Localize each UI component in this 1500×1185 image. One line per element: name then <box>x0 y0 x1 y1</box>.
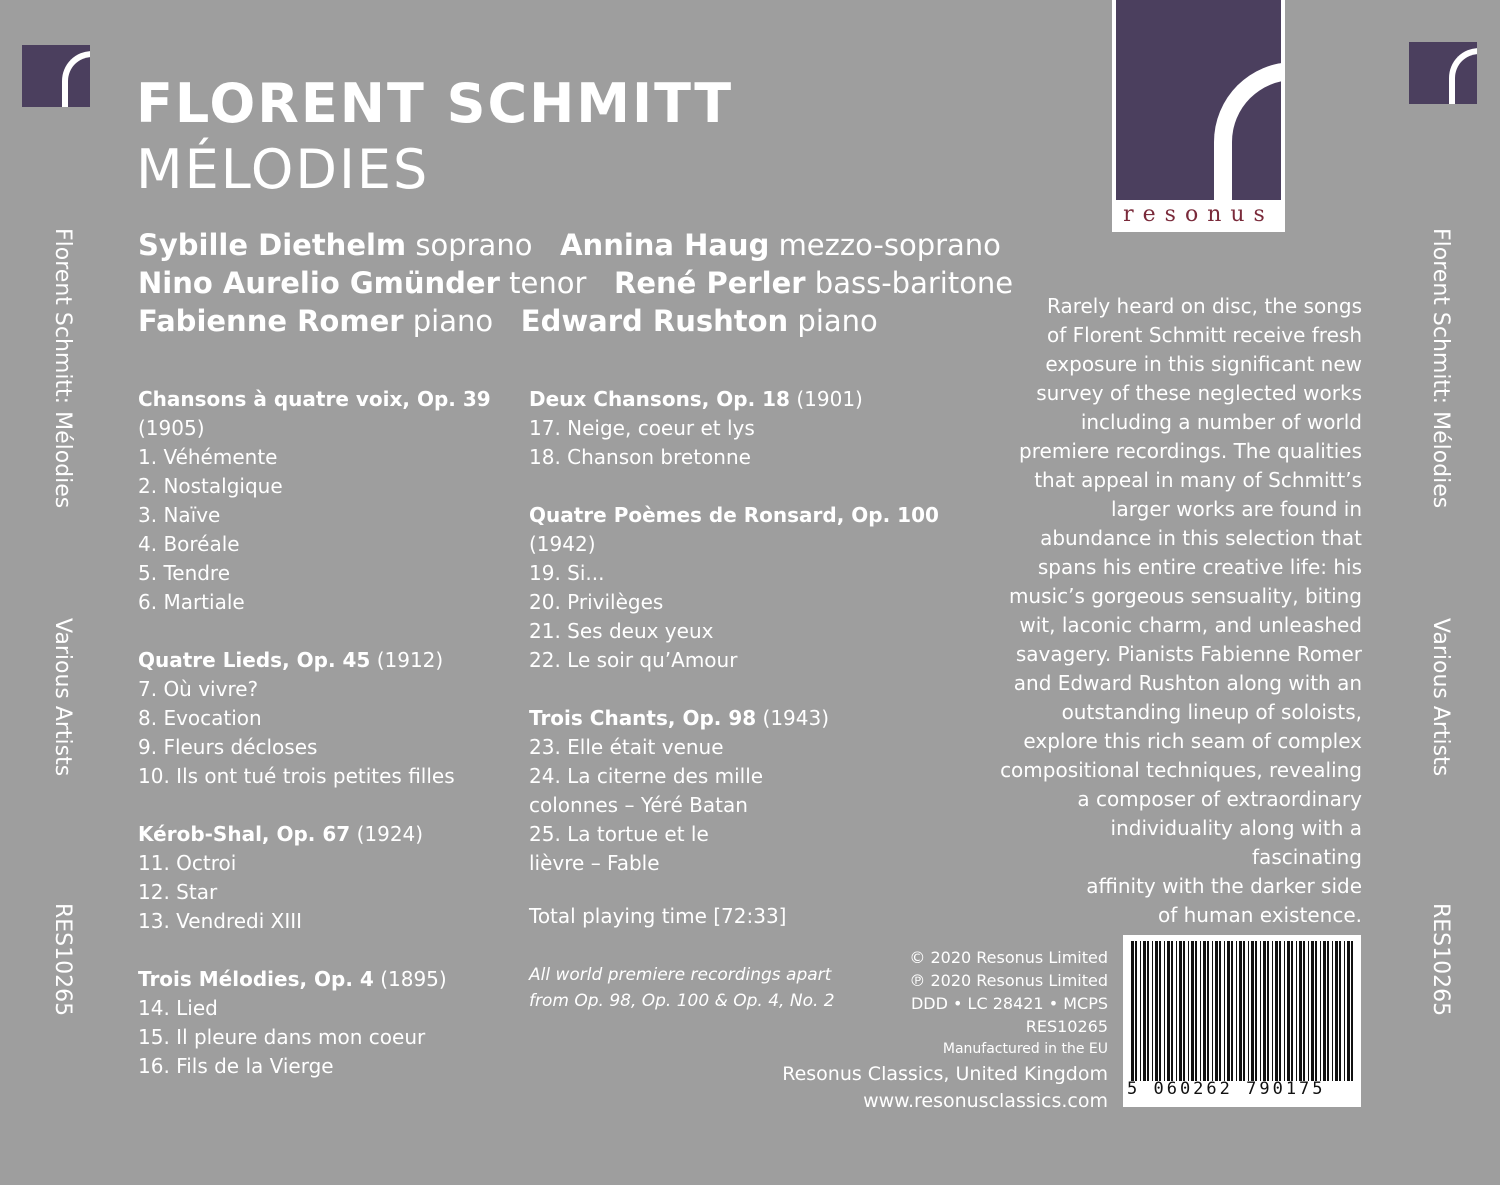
description-line: compositional techniques, revealing <box>1000 758 1362 782</box>
barcode-bar <box>1327 941 1329 1081</box>
description-line: a composer of extraordinary <box>1077 787 1362 811</box>
artist-name: Nino Aurelio Gmünder <box>138 266 500 300</box>
work-year: (1943) <box>762 706 830 730</box>
artist-role: bass-baritone <box>814 266 1014 300</box>
artist-role: piano <box>797 304 878 338</box>
barcode-bar <box>1152 941 1153 1081</box>
codes-line: DDD • LC 28421 • MCPS <box>910 994 1108 1013</box>
barcode-bar <box>1323 941 1326 1081</box>
track-item: colonnes – Yéré Batan <box>529 793 748 817</box>
work-title: Trois Mélodies, Op. 4 <box>138 967 374 991</box>
barcode-bar <box>1303 941 1305 1081</box>
barcode-bar <box>1147 941 1149 1081</box>
description-line: exposure in this significant new <box>1045 352 1362 376</box>
track-item: 4. Boréale <box>138 532 240 556</box>
label-line: Resonus Classics, United Kingdom <box>782 1063 1108 1085</box>
barcode-bar <box>1311 941 1314 1081</box>
artist-row <box>138 264 1013 302</box>
website-line: www.resonusclassics.com <box>863 1090 1108 1112</box>
barcode-bar <box>1248 941 1249 1081</box>
work-title: Quatre Poèmes de Ronsard, Op. 100 <box>529 503 939 527</box>
barcode-bar <box>1315 941 1317 1081</box>
track-item: 15. Il pleure dans mon coeur <box>138 1025 426 1049</box>
barcode-bar <box>1267 941 1269 1081</box>
barcode-bar <box>1299 941 1302 1081</box>
barcode-bar <box>1332 941 1333 1081</box>
barcode-bar <box>1320 941 1321 1081</box>
barcode-bar <box>1284 941 1285 1081</box>
barcode-bar <box>1159 941 1161 1081</box>
work-heading <box>138 820 518 849</box>
spine-left-artists: Various Artists <box>50 618 75 777</box>
work-heading <box>529 501 959 559</box>
description-line: outstanding lineup of soloists, <box>1061 700 1362 724</box>
barcode-bar <box>1239 941 1242 1081</box>
barcode-bar <box>1260 941 1261 1081</box>
description-line: Rarely heard on disc, the songs <box>1047 294 1362 318</box>
total-playing-time: Total playing time [72:33] <box>529 904 787 928</box>
track-item: 23. Elle était venue <box>529 735 724 759</box>
barcode-bar <box>1143 941 1146 1081</box>
logo-word: resonus <box>1123 202 1274 227</box>
artist-name: Edward Rushton <box>520 304 789 338</box>
artist-role: soprano <box>415 228 533 262</box>
barcode-bar <box>1227 941 1230 1081</box>
work-heading <box>138 965 518 994</box>
track-item: 8. Evocation <box>138 706 262 730</box>
work-year: (1942) <box>529 532 596 556</box>
resonus-mini-logo-right <box>1409 42 1477 104</box>
work-group <box>529 385 959 472</box>
track-item: 19. Si... <box>529 561 605 585</box>
barcode-bar <box>1212 941 1213 1081</box>
barcode-bar <box>1272 941 1273 1081</box>
barcode-bar <box>1255 941 1257 1081</box>
track-item: 24. La citerne des mille <box>529 764 764 788</box>
catalog-number: RES10265 <box>1025 1017 1108 1036</box>
track-item: 6. Martiale <box>138 590 245 614</box>
barcode-bar <box>1335 941 1338 1081</box>
resonus-logo <box>1112 0 1285 232</box>
work-heading <box>138 646 518 675</box>
description-line: including a number of world <box>1080 410 1362 434</box>
barcode-bar <box>1219 941 1221 1081</box>
barcode-bar <box>1155 941 1158 1081</box>
barcode-bar <box>1263 941 1266 1081</box>
spine-left-title: Florent Schmitt: Mélodies <box>50 228 75 509</box>
barcode-bar <box>1231 941 1233 1081</box>
barcode-bars <box>1131 941 1353 1081</box>
work-title: Quatre Lieds, Op. 45 <box>138 648 371 672</box>
description-line: explore this rich seam of complex <box>1023 729 1362 753</box>
track-item: 20. Privilèges <box>529 590 664 614</box>
rights-block <box>780 946 1108 1115</box>
barcode-bar <box>1275 941 1278 1081</box>
artist-role: tenor <box>509 266 587 300</box>
resonus-mini-logo-left <box>22 45 90 107</box>
track-item: 1. Véhémente <box>138 445 278 469</box>
description-line: affinity with the darker side <box>1086 874 1362 898</box>
barcode-bar <box>1135 941 1137 1081</box>
barcode-bar <box>1191 941 1194 1081</box>
barcode-bar <box>1164 941 1165 1081</box>
track-item: 9. Fleurs décloses <box>138 735 318 759</box>
tracklist-column-2 <box>529 385 959 907</box>
work-year: (1912) <box>376 648 444 672</box>
work-heading <box>529 385 959 414</box>
artist-row <box>138 302 1013 340</box>
work-title: Deux Chansons, Op. 18 <box>529 387 790 411</box>
barcode-bar <box>1215 941 1218 1081</box>
spine-left-catalog: RES10265 <box>50 903 75 1017</box>
work-heading <box>138 385 518 443</box>
description-line: larger works are found in <box>1110 497 1362 521</box>
barcode-bar <box>1203 941 1206 1081</box>
barcode-bar <box>1347 941 1350 1081</box>
description-line: premiere recordings. The qualities <box>1019 439 1362 463</box>
track-item: 22. Le soir qu’Amour <box>529 648 738 672</box>
barcode-bar <box>1200 941 1201 1081</box>
album-title: FLORENT SCHMITT <box>136 72 734 135</box>
work-group <box>529 704 959 878</box>
copyright-line: © 2020 Resonus Limited <box>909 948 1108 967</box>
barcode-digits: 5 060262 790175 <box>1127 1079 1326 1099</box>
track-item: 11. Octroi <box>138 851 237 875</box>
track-item: 13. Vendredi XIII <box>138 909 303 933</box>
barcode-bar <box>1224 941 1225 1081</box>
barcode <box>1123 935 1361 1107</box>
work-year: (1905) <box>138 416 205 440</box>
track-item: lièvre – Fable <box>529 851 660 875</box>
description-line: savagery. Pianists Fabienne Romer <box>1015 642 1362 666</box>
artist-name: Sybille Diethelm <box>138 228 407 262</box>
work-group <box>529 501 959 675</box>
work-year: (1901) <box>796 387 863 411</box>
track-item: 3. Naïve <box>138 503 221 527</box>
album-subtitle: MÉLODIES <box>136 138 430 201</box>
barcode-bar <box>1339 941 1341 1081</box>
work-year: (1924) <box>356 822 424 846</box>
barcode-bar <box>1176 941 1177 1081</box>
barcode-bar <box>1179 941 1182 1081</box>
track-item: 18. Chanson bretonne <box>529 445 751 469</box>
barcode-bar <box>1296 941 1297 1081</box>
work-year: (1895) <box>380 967 447 991</box>
work-group <box>138 646 518 791</box>
artist-name: Annina Haug <box>560 228 770 262</box>
work-title: Kérob-Shal, Op. 67 <box>138 822 351 846</box>
manufactured-line: Manufactured in the EU <box>942 1041 1108 1057</box>
track-item: 10. Ils ont tué trois petites filles <box>138 764 455 788</box>
barcode-bar <box>1287 941 1290 1081</box>
description-line: of Florent Schmitt receive fresh <box>1046 323 1362 347</box>
work-group <box>138 385 518 617</box>
spine-right-artists: Various Artists <box>1428 618 1453 777</box>
work-title: Chansons à quatre voix, Op. 39 <box>138 387 491 411</box>
description-line: individuality along with a fascinating <box>1110 816 1362 869</box>
barcode-bar <box>1167 941 1170 1081</box>
barcode-bar <box>1351 941 1353 1081</box>
barcode-bar <box>1291 941 1293 1081</box>
track-item: 12. Star <box>138 880 218 904</box>
description-line: abundance in this selection that <box>1040 526 1362 550</box>
track-item: 16. Fils de la Vierge <box>138 1054 334 1078</box>
barcode-bar <box>1207 941 1209 1081</box>
barcode-bar <box>1236 941 1237 1081</box>
description-line: wit, laconic charm, and unleashed <box>1019 613 1362 637</box>
track-item: 14. Lied <box>138 996 218 1020</box>
artist-row <box>138 226 1013 264</box>
barcode-bar <box>1251 941 1254 1081</box>
barcode-bar <box>1171 941 1173 1081</box>
artist-credits <box>138 226 1013 340</box>
track-item: 7. Où vivre? <box>138 677 259 701</box>
barcode-bar <box>1131 941 1134 1081</box>
barcode-bar <box>1188 941 1189 1081</box>
barcode-bar <box>1344 941 1345 1081</box>
spine-right-catalog: RES10265 <box>1428 903 1453 1017</box>
barcode-bar <box>1140 941 1141 1081</box>
work-group <box>138 820 518 936</box>
description-line: that appeal in many of Schmitt’s <box>1034 468 1362 492</box>
track-item: 25. La tortue et le <box>529 822 709 846</box>
note-line: All world premiere recordings apart <box>529 965 832 985</box>
description-line: music’s gorgeous sensuality, biting <box>1008 584 1362 608</box>
spine-right-title: Florent Schmitt: Mélodies <box>1428 228 1453 509</box>
tracklist-column-1 <box>138 385 518 1110</box>
description-line: of human existence. <box>1157 903 1362 927</box>
barcode-bar <box>1195 941 1197 1081</box>
barcode-bar <box>1279 941 1281 1081</box>
track-item: 5. Tendre <box>138 561 231 585</box>
artist-name: René Perler <box>614 266 806 300</box>
work-heading <box>529 704 959 733</box>
phonogram-line: ℗ 2020 Resonus Limited <box>909 971 1108 990</box>
description-line: survey of these neglected works <box>1036 381 1362 405</box>
barcode-bar <box>1308 941 1309 1081</box>
work-group <box>138 965 518 1081</box>
description-line: and Edward Rushton along with an <box>1013 671 1362 695</box>
description-line: spans his entire creative life: his <box>1037 555 1362 579</box>
track-item: 2. Nostalgique <box>138 474 283 498</box>
track-item: 21. Ses deux yeux <box>529 619 714 643</box>
barcode-bar <box>1183 941 1185 1081</box>
note-line: from Op. 98, Op. 100 & Op. 4, No. 2 <box>529 991 835 1011</box>
barcode-bar <box>1243 941 1245 1081</box>
track-item: 17. Neige, coeur et lys <box>529 416 755 440</box>
work-title: Trois Chants, Op. 98 <box>529 706 757 730</box>
artist-role: piano <box>412 304 494 338</box>
album-description <box>1000 292 1362 930</box>
artist-name: Fabienne Romer <box>138 304 404 338</box>
artist-role: mezzo-soprano <box>778 228 1001 262</box>
